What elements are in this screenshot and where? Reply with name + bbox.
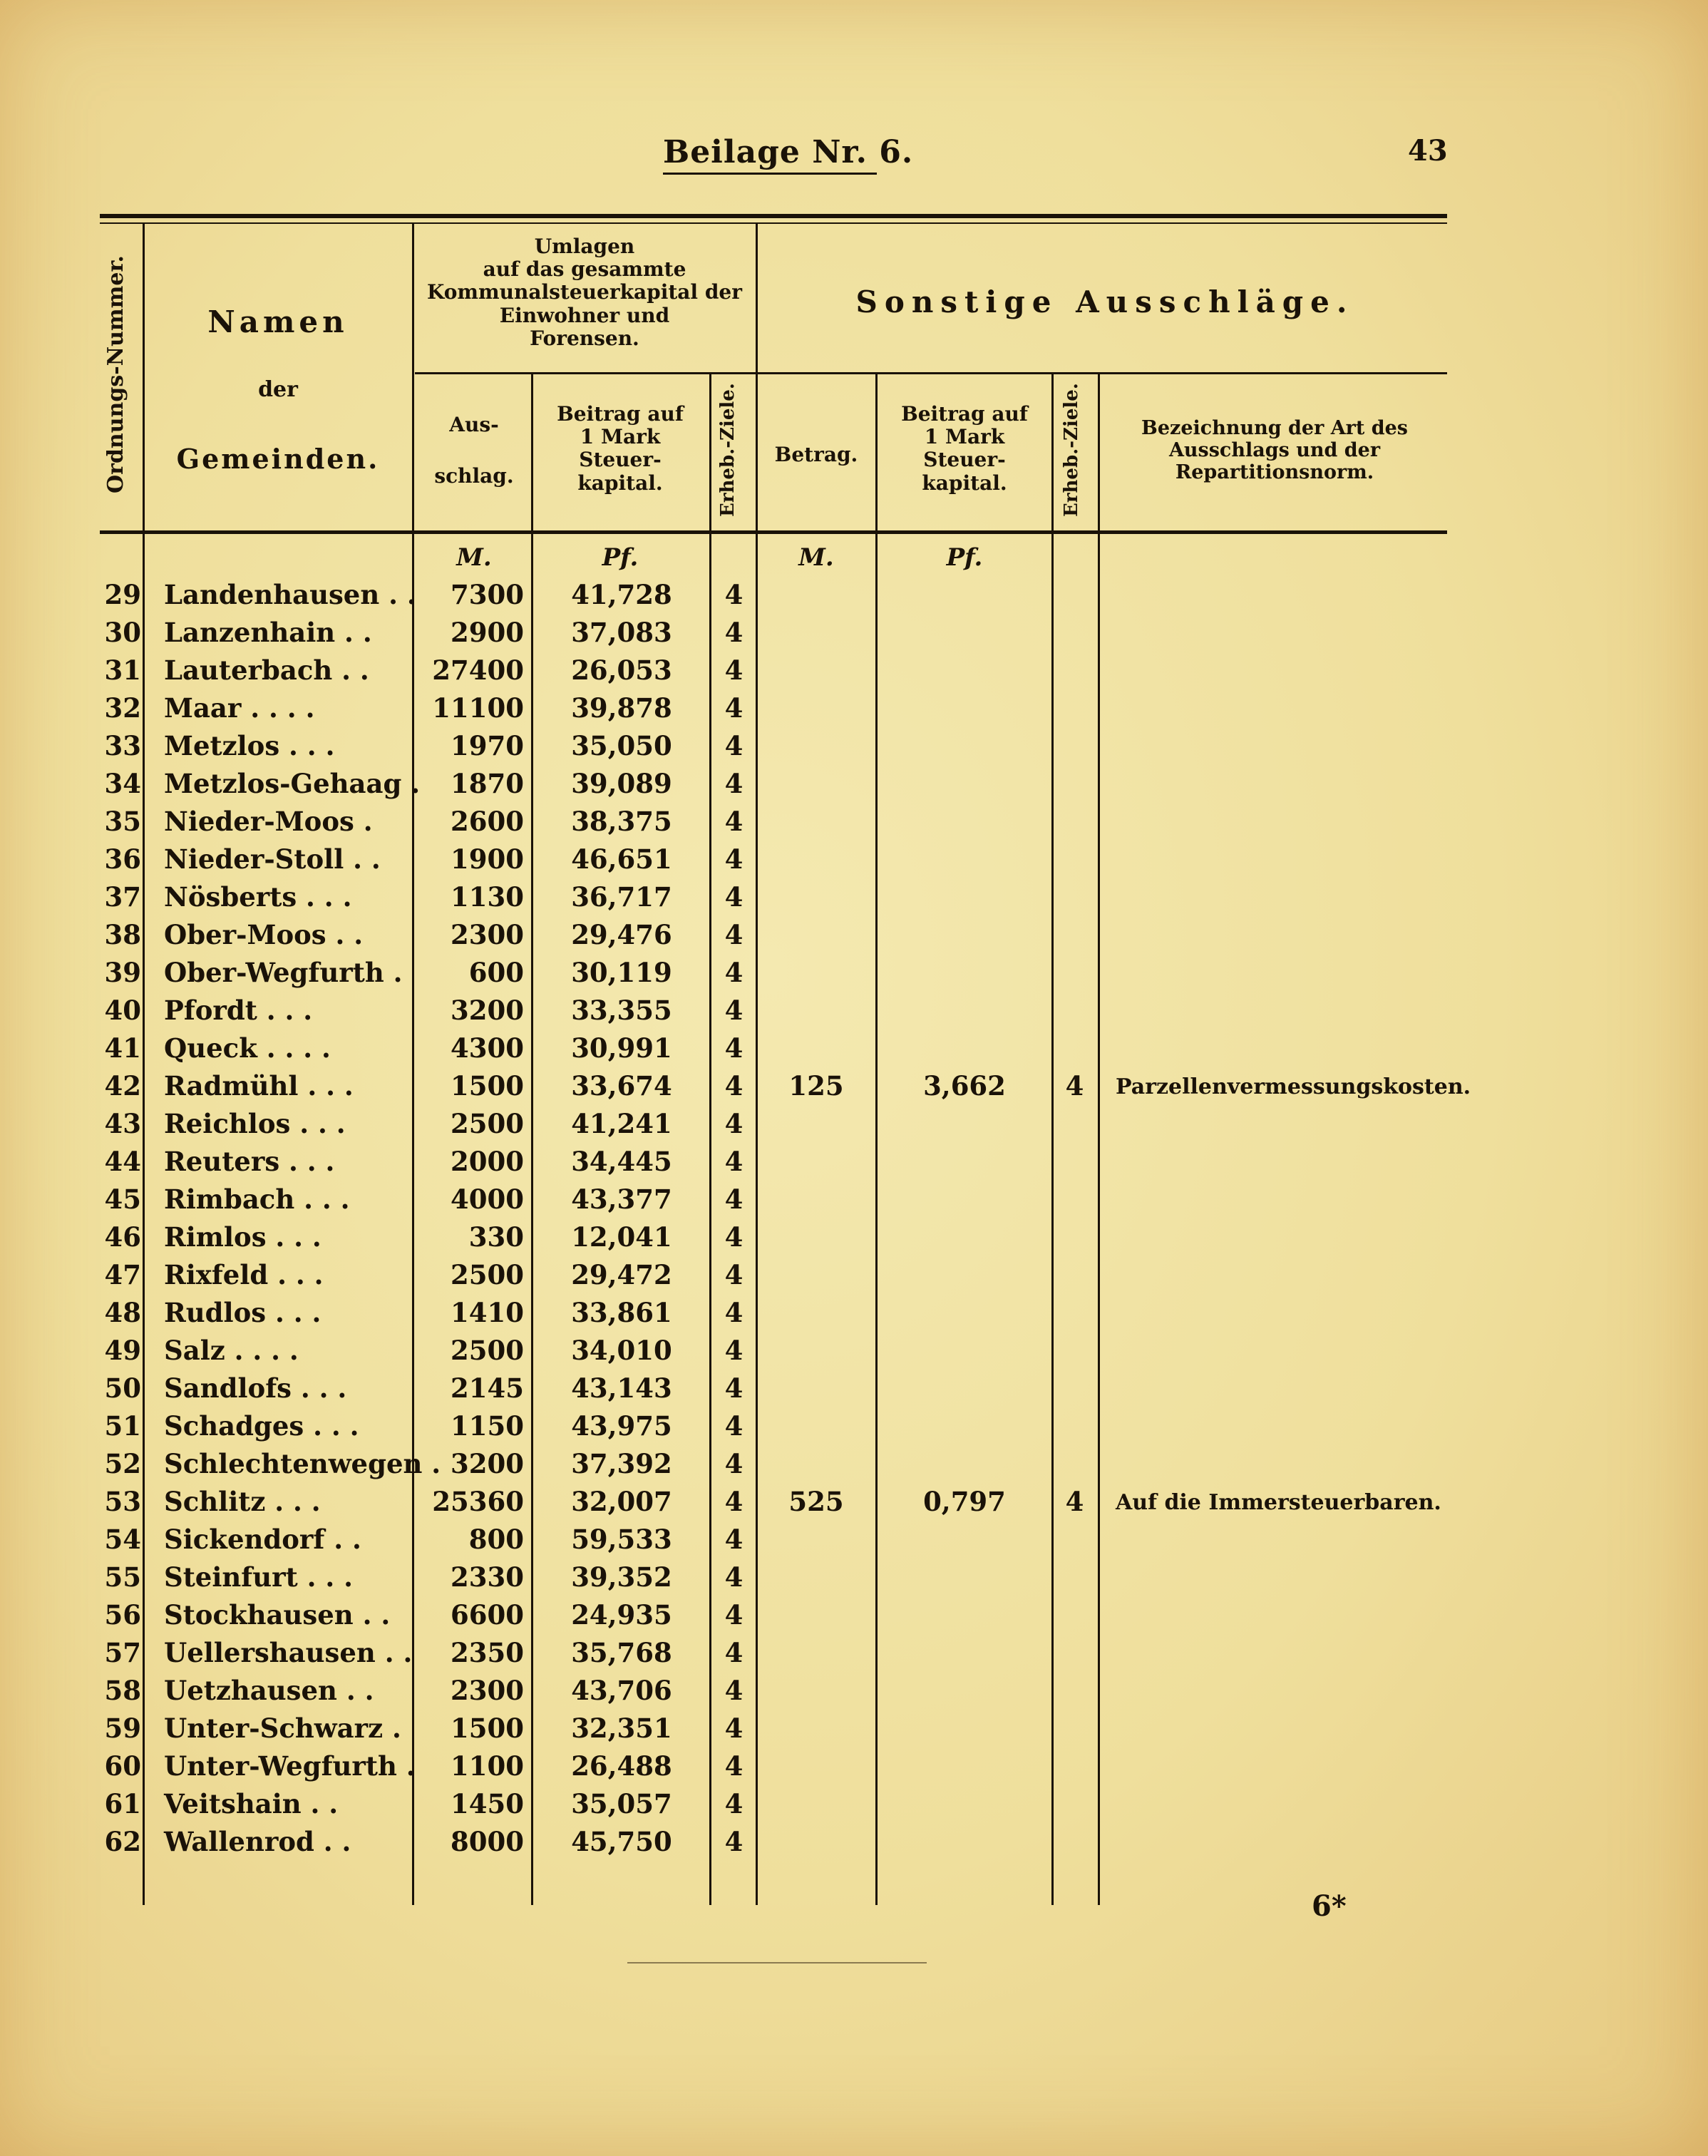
cell-name: Rixfeld . . . xyxy=(164,1259,324,1290)
cell-nr: 44 xyxy=(104,1146,141,1177)
cell-zl: 4 xyxy=(724,1372,744,1404)
cell-zl: 4 xyxy=(724,1070,744,1102)
cell-nr: 33 xyxy=(104,730,141,761)
cell-aus: 2600 xyxy=(451,806,524,837)
cell-nr: 35 xyxy=(104,806,141,837)
header-bezeichnung-line-3: Repartitionsnorm. xyxy=(1175,461,1374,484)
header-gemeinden: Gemeinden. xyxy=(176,443,380,475)
header-namen: Namen xyxy=(207,304,349,339)
cell-name: Rudlos . . . xyxy=(164,1297,321,1328)
cell-aus: 8000 xyxy=(451,1826,524,1857)
cell-beit: 33,355 xyxy=(571,995,672,1026)
header-ausschlag xyxy=(421,414,528,488)
cell-beit: 36,717 xyxy=(571,881,672,913)
cell-name: Nieder-Stoll . . xyxy=(164,843,381,875)
subheader-rule xyxy=(415,372,1447,374)
cell-name: Nieder-Moos . xyxy=(164,806,373,837)
cell-beit: 33,861 xyxy=(571,1297,672,1328)
cell-zl: 4 xyxy=(724,957,744,988)
cell-nr: 42 xyxy=(104,1070,141,1102)
header-beitrag xyxy=(535,403,706,495)
cell-beit: 29,472 xyxy=(571,1259,672,1290)
cell-beit: 39,089 xyxy=(571,768,672,799)
cell-aus: 4000 xyxy=(451,1184,524,1215)
cell-name: Sickendorf . . xyxy=(164,1524,361,1555)
cell-nr: 47 xyxy=(104,1259,141,1290)
header-sonstige-beitrag-line-4: kapital. xyxy=(922,471,1007,495)
cell-aus: 25360 xyxy=(432,1486,524,1517)
cell-aus: 3200 xyxy=(451,995,524,1026)
cell-zl: 4 xyxy=(724,1146,744,1177)
cell-beit: 59,533 xyxy=(571,1524,672,1555)
header-umlagen-line-1: Umlagen xyxy=(534,235,635,258)
cell-nr: 61 xyxy=(104,1788,141,1819)
cell-aus: 2900 xyxy=(451,617,524,648)
col-divider-1 xyxy=(143,222,145,1905)
cell-zl: 4 xyxy=(724,654,744,686)
cell-name: Metzlos-Gehaag . xyxy=(164,768,421,799)
cell-nr: 40 xyxy=(104,995,141,1026)
cell-aus: 2500 xyxy=(451,1259,524,1290)
cell-beit: 39,352 xyxy=(571,1561,672,1593)
cell-aus: 1150 xyxy=(451,1410,524,1442)
cell-sbeit: 3,662 xyxy=(923,1070,1006,1102)
cell-zl: 4 xyxy=(724,1750,744,1782)
cell-name: Salz . . . . xyxy=(164,1335,299,1366)
signature-mark: 6* xyxy=(1312,1889,1347,1923)
cell-aus: 1900 xyxy=(451,843,524,875)
cell-nr: 37 xyxy=(104,881,141,913)
cell-zl: 4 xyxy=(724,768,744,799)
cell-aus: 6600 xyxy=(451,1599,524,1631)
cell-beit: 45,750 xyxy=(571,1826,672,1857)
cell-aus: 2350 xyxy=(451,1637,524,1668)
cell-name: Lanzenhain . . xyxy=(164,617,372,648)
unit-pfennig: Pf. xyxy=(602,543,639,572)
cell-nr: 50 xyxy=(104,1372,141,1404)
cell-beit: 34,445 xyxy=(571,1146,672,1177)
cell-aus: 1450 xyxy=(451,1788,524,1819)
page-header xyxy=(0,134,1708,184)
cell-name: Reichlos . . . xyxy=(164,1108,346,1139)
col-divider-4 xyxy=(709,372,711,1905)
header-beitrag-line-1: Beitrag auf xyxy=(557,402,684,426)
cell-name: Uellershausen . . xyxy=(164,1637,413,1668)
cell-aus: 3200 xyxy=(451,1448,524,1479)
cell-nr: 43 xyxy=(104,1108,141,1139)
cell-name: Schlitz . . . xyxy=(164,1486,321,1517)
cell-aus: 2145 xyxy=(451,1372,524,1404)
cell-aus: 1410 xyxy=(451,1297,524,1328)
cell-szl: 4 xyxy=(1065,1070,1084,1102)
cell-name: Metzlos . . . xyxy=(164,730,335,761)
cell-name: Nösberts . . . xyxy=(164,881,352,913)
cell-beit: 43,975 xyxy=(571,1410,672,1442)
cell-beit: 32,351 xyxy=(571,1713,672,1744)
header-beitrag-line-2: 1 Mark xyxy=(580,425,661,449)
cell-nr: 57 xyxy=(104,1637,141,1668)
cell-aus: 1130 xyxy=(451,881,524,913)
unit-pfennig-sonstige: Pf. xyxy=(946,543,983,572)
cell-beit: 35,057 xyxy=(571,1788,672,1819)
cell-sb: 125 xyxy=(788,1070,844,1102)
header-beitrag-line-3: Steuer- xyxy=(579,448,662,472)
unit-mark: M. xyxy=(456,543,492,572)
cell-nr: 41 xyxy=(104,1032,141,1064)
cell-aus: 1500 xyxy=(451,1070,524,1102)
page-title: Beilage Nr. 6. xyxy=(663,134,914,170)
cell-nr: 31 xyxy=(104,654,141,686)
cell-nr: 51 xyxy=(104,1410,141,1442)
header-sonstige-beitrag xyxy=(879,403,1050,495)
cell-aus: 2000 xyxy=(451,1146,524,1177)
cell-nr: 46 xyxy=(104,1221,141,1253)
col-divider-5 xyxy=(756,222,758,1905)
cell-name: Ober-Moos . . xyxy=(164,919,364,950)
cell-nr: 59 xyxy=(104,1713,141,1744)
header-ausschlag-line-1: Aus- xyxy=(449,413,499,436)
cell-name: Veitshain . . xyxy=(164,1788,339,1819)
cell-nr: 38 xyxy=(104,919,141,950)
cell-zl: 4 xyxy=(724,1297,744,1328)
cell-zl: 4 xyxy=(724,919,744,950)
header-ordnungs-nummer: Ordnungs-Nummer. xyxy=(103,255,128,493)
cell-name: Radmühl . . . xyxy=(164,1070,354,1102)
cell-name: Pfordt . . . xyxy=(164,995,313,1026)
cell-zl: 4 xyxy=(724,995,744,1026)
cell-nr: 39 xyxy=(104,957,141,988)
cell-nr: 58 xyxy=(104,1675,141,1706)
cell-aus: 4300 xyxy=(451,1032,524,1064)
cell-aus: 27400 xyxy=(432,654,524,686)
cell-name: Uetzhausen . . xyxy=(164,1675,374,1706)
cell-beit: 46,651 xyxy=(571,843,672,875)
cell-nr: 32 xyxy=(104,692,141,724)
header-beitrag-line-4: kapital. xyxy=(577,471,663,495)
header-bottom-rule xyxy=(100,530,1447,534)
header-bezeichnung xyxy=(1103,417,1446,483)
header-sonstige-beitrag-line-3: Steuer- xyxy=(923,448,1006,472)
cell-zl: 4 xyxy=(724,1599,744,1631)
cell-aus: 11100 xyxy=(432,692,524,724)
cell-name: Schadges . . . xyxy=(164,1410,359,1442)
cell-zl: 4 xyxy=(724,730,744,761)
cell-nr: 30 xyxy=(104,617,141,648)
cell-aus: 2330 xyxy=(451,1561,524,1593)
cell-zl: 4 xyxy=(724,1032,744,1064)
cell-aus: 330 xyxy=(468,1221,524,1253)
cell-beit: 35,768 xyxy=(571,1637,672,1668)
cell-nr: 53 xyxy=(104,1486,141,1517)
cell-beit: 26,488 xyxy=(571,1750,672,1782)
header-sonstige-ausschlaege: Sonstige Ausschläge. xyxy=(855,284,1354,319)
cell-aus: 2500 xyxy=(451,1108,524,1139)
cell-name: Steinfurt . . . xyxy=(164,1561,353,1593)
cell-nr: 56 xyxy=(104,1599,141,1631)
cell-aus: 600 xyxy=(468,957,524,988)
cell-beit: 41,728 xyxy=(571,579,672,610)
header-umlagen-line-5: Forensen. xyxy=(530,326,639,350)
cell-beit: 41,241 xyxy=(571,1108,672,1139)
cell-zl: 4 xyxy=(724,1826,744,1857)
header-betrag: Betrag. xyxy=(774,443,858,466)
cell-name: Maar . . . . xyxy=(164,692,315,724)
cell-beit: 30,119 xyxy=(571,957,672,988)
header-der: der xyxy=(258,377,298,402)
cell-bez: Parzellenvermessungskosten. xyxy=(1116,1074,1471,1099)
header-ausschlag-line-2: schlag. xyxy=(434,464,514,488)
cell-zl: 4 xyxy=(724,806,744,837)
cell-nr: 54 xyxy=(104,1524,141,1555)
cell-name: Sandlofs . . . xyxy=(164,1372,347,1404)
header-sonstige-erheb-ziele: Erheb.-Ziele. xyxy=(1061,383,1082,517)
cell-name: Unter-Wegfurth . xyxy=(164,1750,416,1782)
cell-zl: 4 xyxy=(724,1561,744,1593)
cell-zl: 4 xyxy=(724,1675,744,1706)
header-umlagen-line-4: Einwohner und xyxy=(499,303,670,327)
table-top-rule xyxy=(100,214,1447,218)
cell-beit: 43,377 xyxy=(571,1184,672,1215)
cell-beit: 26,053 xyxy=(571,654,672,686)
cell-beit: 24,935 xyxy=(571,1599,672,1631)
cell-name: Reuters . . . xyxy=(164,1146,335,1177)
cell-zl: 4 xyxy=(724,1713,744,1744)
cell-bez: Auf die Immersteuerbaren. xyxy=(1116,1490,1441,1515)
cell-name: Landenhausen . . xyxy=(164,579,416,610)
cell-aus: 800 xyxy=(468,1524,524,1555)
cell-nr: 52 xyxy=(104,1448,141,1479)
cell-zl: 4 xyxy=(724,1259,744,1290)
cell-name: Rimbach . . . xyxy=(164,1184,350,1215)
col-divider-7 xyxy=(1051,372,1054,1905)
cell-zl: 4 xyxy=(724,579,744,610)
cell-nr: 29 xyxy=(104,579,141,610)
col-divider-6 xyxy=(875,372,878,1905)
cell-aus: 1100 xyxy=(451,1750,524,1782)
cell-zl: 4 xyxy=(724,1410,744,1442)
cell-name: Wallenrod . . xyxy=(164,1826,351,1857)
cell-zl: 4 xyxy=(724,692,744,724)
cell-beit: 29,476 xyxy=(571,919,672,950)
cell-nr: 36 xyxy=(104,843,141,875)
cell-beit: 12,041 xyxy=(571,1221,672,1253)
cell-beit: 34,010 xyxy=(571,1335,672,1366)
col-divider-8 xyxy=(1098,372,1100,1905)
cell-beit: 37,083 xyxy=(571,617,672,648)
unit-mark-sonstige: M. xyxy=(798,543,834,572)
cell-aus: 7300 xyxy=(451,579,524,610)
cell-zl: 4 xyxy=(724,1335,744,1366)
cell-zl: 4 xyxy=(724,1448,744,1479)
cell-zl: 4 xyxy=(724,1221,744,1253)
cell-beit: 38,375 xyxy=(571,806,672,837)
col-divider-3 xyxy=(531,372,533,1905)
cell-zl: 4 xyxy=(724,843,744,875)
page-number: 43 xyxy=(1408,134,1448,168)
header-sonstige-beitrag-line-1: Beitrag auf xyxy=(901,402,1028,426)
title-underline xyxy=(663,173,877,175)
cell-nr: 62 xyxy=(104,1826,141,1857)
cell-aus: 2300 xyxy=(451,1675,524,1706)
cell-beit: 30,991 xyxy=(571,1032,672,1064)
cell-name: Queck . . . . xyxy=(164,1032,331,1064)
cell-aus: 1870 xyxy=(451,768,524,799)
cell-zl: 4 xyxy=(724,1637,744,1668)
cell-nr: 45 xyxy=(104,1184,141,1215)
cell-nr: 55 xyxy=(104,1561,141,1593)
header-umlagen-line-3: Kommunalsteuerkapital der xyxy=(427,280,742,304)
header-umlagen xyxy=(417,235,752,350)
cell-nr: 60 xyxy=(104,1750,141,1782)
header-bezeichnung-line-1: Bezeichnung der Art des xyxy=(1141,417,1408,439)
cell-aus: 2300 xyxy=(451,919,524,950)
cell-beit: 35,050 xyxy=(571,730,672,761)
cell-name: Schlechtenwegen . xyxy=(164,1448,441,1479)
cell-beit: 43,143 xyxy=(571,1372,672,1404)
cell-sbeit: 0,797 xyxy=(923,1486,1006,1517)
header-bezeichnung-line-2: Ausschlags und der xyxy=(1168,439,1381,462)
header-erheb-ziele: Erheb.-Ziele. xyxy=(717,383,739,517)
cell-beit: 33,674 xyxy=(571,1070,672,1102)
cell-name: Stockhausen . . xyxy=(164,1599,391,1631)
cell-nr: 49 xyxy=(104,1335,141,1366)
cell-szl: 4 xyxy=(1065,1486,1084,1517)
cell-beit: 32,007 xyxy=(571,1486,672,1517)
cell-sb: 525 xyxy=(788,1486,844,1517)
cell-zl: 4 xyxy=(724,1486,744,1517)
cell-zl: 4 xyxy=(724,1108,744,1139)
cell-zl: 4 xyxy=(724,1788,744,1819)
cell-beit: 37,392 xyxy=(571,1448,672,1479)
cell-zl: 4 xyxy=(724,881,744,913)
cell-nr: 48 xyxy=(104,1297,141,1328)
cell-nr: 34 xyxy=(104,768,141,799)
header-umlagen-line-2: auf das gesammte xyxy=(483,257,686,282)
table-top-rule-thin xyxy=(100,222,1447,224)
cell-name: Rimlos . . . xyxy=(164,1221,321,1253)
cell-zl: 4 xyxy=(724,617,744,648)
bottom-rule xyxy=(627,1962,927,1963)
cell-zl: 4 xyxy=(724,1184,744,1215)
cell-aus: 2500 xyxy=(451,1335,524,1366)
cell-name: Ober-Wegfurth . xyxy=(164,957,403,988)
cell-beit: 39,878 xyxy=(571,692,672,724)
cell-name: Lauterbach . . xyxy=(164,654,369,686)
cell-zl: 4 xyxy=(724,1524,744,1555)
cell-beit: 43,706 xyxy=(571,1675,672,1706)
cell-aus: 1500 xyxy=(451,1713,524,1744)
cell-aus: 1970 xyxy=(451,730,524,761)
cell-name: Unter-Schwarz . xyxy=(164,1713,401,1744)
header-sonstige-beitrag-line-2: 1 Mark xyxy=(924,425,1005,449)
